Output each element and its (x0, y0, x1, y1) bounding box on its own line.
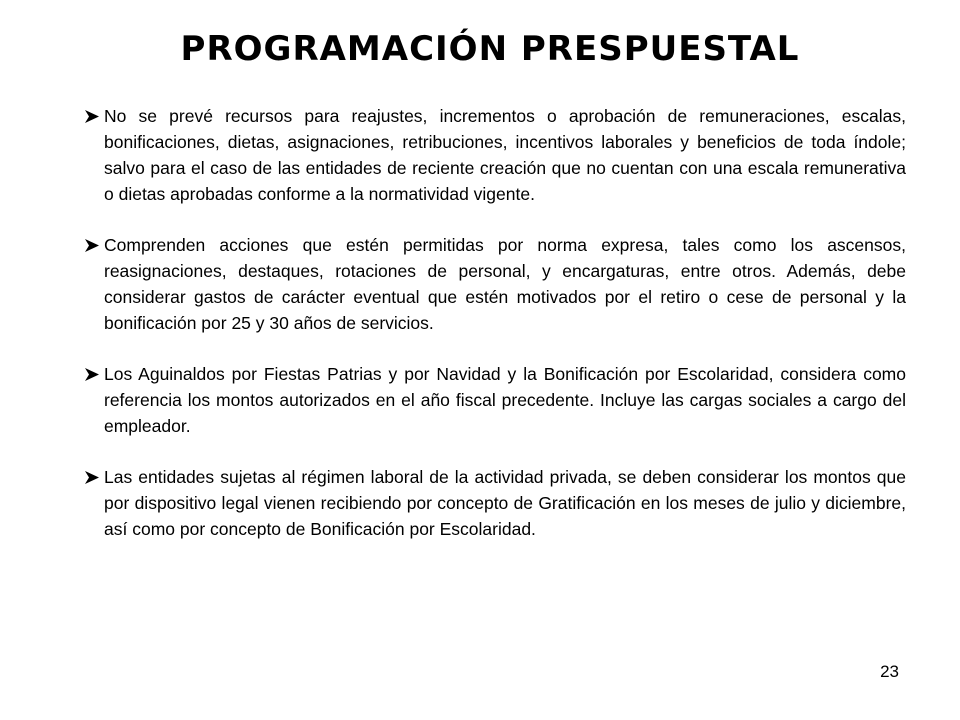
bullet-item (84, 103, 906, 207)
bullet-list (84, 103, 906, 567)
bullet-item (84, 361, 906, 439)
bullet-text: Las entidades sujetas al régimen laboral de la actividad privada, se deben considerar los montos que por dispositivo legal vienen recibiendo por concepto de Gratificación en los meses de julio y diciembre, así como por concepto de Bonificación por Escolaridad. (104, 467, 906, 539)
bullet-text: Los Aguinaldos por Fiestas Patrias y por Navidad y la Bonificación por Escolaridad, considera como referencia los montos autorizados en el año fiscal precedente. Incluye las cargas sociales a cargo del empleador. (104, 364, 906, 436)
arrowhead-bullet-icon (85, 471, 99, 484)
arrowhead-bullet-icon (85, 368, 99, 381)
arrowhead-bullet-icon (85, 110, 99, 123)
bullet-text: Comprenden acciones que estén permitidas por norma expresa, tales como los ascensos, reasignaciones, destaques, rotaciones de personal, y encargaturas, entre otros. Además, debe considerar gastos de carácter eventual que estén motivados por el retiro o cese de personal y la bonificación por 25 y 30 años de servicios. (104, 235, 906, 333)
bullet-item (84, 232, 906, 336)
arrowhead-bullet-icon (85, 239, 99, 252)
page-number: 23 (880, 662, 899, 681)
bullet-text: No se prevé recursos para reajustes, incrementos o aprobación de remuneraciones, escalas, bonificaciones, dietas, asignaciones, retribuciones, incentivos laborales y beneficios de toda índole; salvo para el caso de las entidades de reciente creación que no cuentan con una escala remunerativa o dietas aprobadas conforme a la normatividad vigente. (104, 106, 906, 204)
bullet-item (84, 464, 906, 542)
slide-title: PROGRAMACIÓN PRESPUESTAL (180, 29, 800, 69)
